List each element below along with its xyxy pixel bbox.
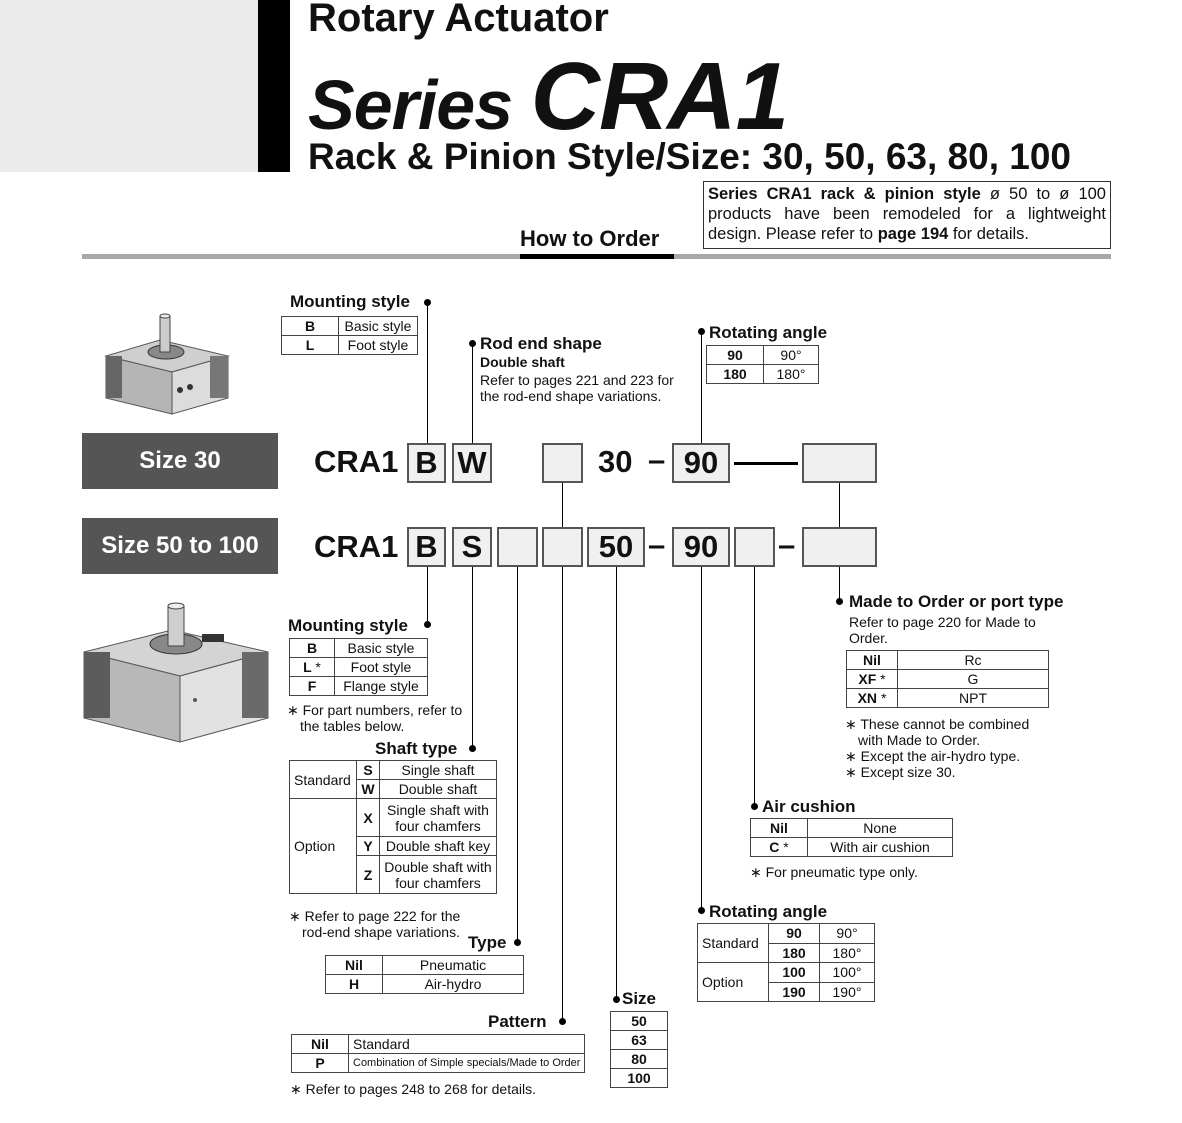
pattern-table — [291, 1034, 585, 1073]
mto-note2: with Made to Order. — [858, 732, 981, 748]
table-row — [707, 346, 819, 365]
asterisk: * — [880, 671, 886, 687]
mounting50-table — [289, 638, 428, 696]
mounting50-desc: Foot style — [335, 658, 428, 677]
mounting50-code — [290, 677, 335, 696]
angle50-standard: Standard — [698, 924, 769, 963]
rod-end-subtitle: Double shaft — [480, 354, 565, 370]
mto-title: Made to Order or port type — [849, 592, 1064, 611]
title-line3: Rack & Pinion Style/Size: 30, 50, 63, 80, 100 — [308, 136, 1071, 177]
angle50-code: 180 — [769, 943, 820, 963]
type-code: Nil — [326, 956, 383, 975]
shaft-note1: ∗ Refer to page 222 for the — [289, 908, 461, 924]
shaft-desc: Double shaft — [380, 780, 497, 799]
header-black-bar — [258, 0, 290, 172]
mto-code — [847, 651, 898, 670]
mto-sub2: Order. — [849, 630, 888, 646]
connector-mto — [839, 567, 840, 602]
type-code: H — [326, 975, 383, 994]
mto-table — [846, 650, 1049, 708]
notice-text1: ø 50 to ø 100 products have been remodeled for a lightweight design. Please refer to — [708, 185, 1106, 243]
shaft-desc-line: four chamfers — [395, 874, 481, 891]
dot-mount50 — [424, 621, 431, 628]
table-row — [282, 336, 418, 355]
size30-angle-box: 90 — [672, 443, 730, 483]
angle50-option: Option — [698, 963, 769, 1002]
cushion-desc: With air cushion — [808, 838, 953, 857]
shaft-note2: rod-end shape variations. — [302, 924, 460, 940]
table-row — [290, 761, 497, 780]
dot-mount30 — [424, 299, 431, 306]
size-value: 63 — [611, 1031, 668, 1050]
asterisk: * — [783, 839, 789, 855]
size-value: 80 — [611, 1050, 668, 1069]
mto-note1: ∗ These cannot be combined — [845, 716, 1030, 732]
table-row — [290, 658, 428, 677]
mto-sub1: Refer to page 220 for Made to — [849, 614, 1036, 630]
table-row — [751, 838, 953, 857]
table-row — [847, 689, 1049, 708]
size30-mto-box — [802, 443, 877, 483]
pattern-note: ∗ Refer to pages 248 to 268 for details. — [290, 1081, 536, 1097]
asterisk: * — [315, 659, 321, 675]
rod-end-note1: Refer to pages 221 and 223 for — [480, 372, 674, 388]
mto-note3: ∗ Except the air-hydro type. — [845, 748, 1021, 764]
table-row — [847, 651, 1049, 670]
table-row — [326, 975, 524, 994]
dot-mto — [836, 598, 843, 605]
size50-dash1: – — [648, 527, 666, 562]
size30-mount-box: B — [407, 443, 446, 483]
angle50-desc: 180° — [820, 943, 875, 963]
type-desc: Pneumatic — [383, 956, 524, 975]
shaft-standard: Standard — [290, 761, 357, 799]
connector-angle50 — [701, 567, 702, 911]
shaft-code: Y — [357, 837, 380, 856]
size30-connector-line — [734, 462, 798, 465]
actuator-size30-image — [100, 312, 232, 416]
dot-size — [613, 996, 620, 1003]
table-row — [292, 1035, 585, 1054]
mounting30-code: L — [282, 336, 339, 355]
air-cushion-title: Air cushion — [762, 797, 856, 816]
shaft-desc-line: Double shaft with — [384, 858, 492, 875]
shaft-desc-line: Single shaft with — [387, 801, 489, 818]
size50-size-box: 50 — [587, 527, 645, 567]
size50-angle-box: 90 — [672, 527, 730, 567]
size50-cushion-box — [734, 527, 775, 567]
mounting50-note1: ∗ For part numbers, refer to — [287, 702, 463, 718]
connector-mount30 — [427, 303, 428, 443]
cushion-code — [751, 838, 808, 857]
size-table — [610, 1011, 668, 1088]
size-title: Size — [622, 989, 657, 1008]
code-text: Nil — [863, 652, 881, 668]
section-title: How to Order — [520, 226, 660, 251]
header-gray-panel — [0, 0, 258, 172]
shaft-code: W — [357, 780, 380, 799]
code-text: XN — [857, 690, 878, 706]
table-row — [290, 677, 428, 696]
shaft-desc: Double shaft key — [380, 837, 497, 856]
table-row — [698, 924, 875, 944]
mounting30-desc: Basic style — [339, 317, 418, 336]
mto-code — [847, 689, 898, 708]
shaft-code: S — [357, 761, 380, 780]
table-row — [611, 1050, 668, 1069]
size30-pattern-box — [542, 443, 583, 483]
angle30-desc: 90° — [764, 346, 819, 365]
angle50-desc: 190° — [820, 982, 875, 1002]
code-text: F — [307, 678, 317, 694]
shaft-option: Option — [290, 799, 357, 894]
table-row — [282, 317, 418, 336]
shaft-desc — [380, 856, 497, 894]
mounting30-title: Mounting style — [290, 292, 410, 311]
dot-angle30 — [698, 328, 705, 335]
angle50-code: 100 — [769, 963, 820, 983]
title-line1: Rotary Actuator — [308, 0, 609, 40]
mounting30-table — [281, 316, 418, 355]
dot-pattern — [559, 1018, 566, 1025]
actuator-size50-image — [80, 600, 272, 745]
connector-shaft — [472, 567, 473, 748]
angle30-desc: 180° — [764, 365, 819, 384]
size-value: 50 — [611, 1012, 668, 1031]
connector-size — [616, 567, 617, 999]
table-row — [611, 1031, 668, 1050]
dot-angle50 — [698, 907, 705, 914]
size30-label: Size 30 — [82, 433, 278, 489]
size50-dash2: – — [778, 527, 796, 562]
size30-size: 30 — [598, 444, 633, 479]
connector-mount50 — [427, 567, 428, 625]
angle50-title: Rotating angle — [709, 902, 828, 921]
size50-prefix: CRA1 — [314, 529, 399, 564]
mto-desc: NPT — [898, 689, 1049, 708]
shaft-type-title: Shaft type — [375, 739, 458, 758]
size50-mto-box — [802, 527, 877, 567]
shaft-desc — [380, 799, 497, 837]
notice-text2: for details. — [948, 225, 1030, 243]
shaft-desc: Single shaft — [380, 761, 497, 780]
cushion-code — [751, 819, 808, 838]
connector-cushion — [754, 567, 755, 807]
table-row — [707, 365, 819, 384]
angle50-code: 90 — [769, 924, 820, 944]
table-row — [698, 963, 875, 983]
mounting30-desc: Foot style — [339, 336, 418, 355]
dot-cushion — [751, 803, 758, 810]
shaft-type-table — [289, 760, 497, 894]
size-value: 100 — [611, 1069, 668, 1088]
dot-shaft — [469, 745, 476, 752]
mounting50-desc: Basic style — [335, 639, 428, 658]
angle50-desc: 100° — [820, 963, 875, 983]
asterisk: * — [880, 690, 887, 706]
table-row — [290, 639, 428, 658]
pattern-desc: Standard — [349, 1035, 585, 1054]
angle50-code: 190 — [769, 982, 820, 1002]
table-row — [751, 819, 953, 838]
pattern-code: Nil — [292, 1035, 349, 1054]
table-row — [611, 1069, 668, 1088]
type-title: Type — [468, 933, 507, 952]
table-row — [292, 1054, 585, 1073]
code-text: C — [769, 839, 780, 855]
mto-desc: Rc — [898, 651, 1049, 670]
mounting30-code: B — [282, 317, 339, 336]
angle50-table — [697, 923, 875, 1002]
connector-angle30 — [701, 334, 702, 443]
pattern-desc: Combination of Simple specials/Made to Order — [349, 1054, 585, 1073]
code-text: Nil — [770, 820, 788, 836]
size30-shaft-box: W — [452, 443, 492, 483]
connector-pattern-30-50 — [562, 483, 563, 527]
table-row — [611, 1012, 668, 1031]
dot-rod30 — [469, 340, 476, 347]
title-model: CRA1 — [530, 43, 788, 150]
dot-type — [514, 939, 521, 946]
code-text: L — [303, 659, 312, 675]
code-text: XF — [858, 671, 877, 687]
table-row — [326, 956, 524, 975]
mounting50-title: Mounting style — [288, 616, 408, 635]
mounting50-desc: Flange style — [335, 677, 428, 696]
size30-prefix: CRA1 — [314, 444, 399, 479]
angle30-code: 90 — [707, 346, 764, 365]
connector-mto-30-50 — [839, 483, 840, 527]
mounting50-code — [290, 658, 335, 677]
angle30-table — [706, 345, 819, 384]
size50-type-box — [497, 527, 538, 567]
connector-rod30 — [472, 344, 473, 443]
air-cushion-table — [750, 818, 953, 857]
code-text: B — [306, 640, 318, 656]
pattern-title: Pattern — [488, 1012, 547, 1031]
notice-bold1: Series CRA1 rack & pinion style — [708, 185, 981, 203]
angle30-title: Rotating angle — [709, 323, 828, 342]
connector-type — [517, 567, 518, 943]
shaft-code: Z — [357, 856, 380, 894]
title-series-word: Series — [308, 66, 531, 144]
mto-code — [847, 670, 898, 689]
type-table — [325, 955, 524, 994]
air-cushion-note: ∗ For pneumatic type only. — [750, 864, 918, 880]
notice-bold2: page 194 — [877, 225, 949, 243]
size50-pattern-box — [542, 527, 583, 567]
table-row — [290, 799, 497, 837]
size50-shaft-box: S — [452, 527, 492, 567]
rod-end-note2: the rod-end shape variations. — [480, 388, 662, 404]
mounting50-note2: the tables below. — [300, 718, 405, 734]
connector-pattern — [562, 567, 563, 1022]
size50-mount-box: B — [407, 527, 446, 567]
section-rule-accent — [520, 254, 674, 259]
angle30-code: 180 — [707, 365, 764, 384]
table-row — [847, 670, 1049, 689]
rod-end-title: Rod end shape — [480, 334, 602, 353]
size50-label: Size 50 to 100 — [82, 518, 278, 574]
cushion-desc: None — [808, 819, 953, 838]
mounting50-code — [290, 639, 335, 658]
mto-note4: ∗ Except size 30. — [845, 764, 956, 780]
size30-dash: – — [648, 442, 666, 477]
type-desc: Air-hydro — [383, 975, 524, 994]
mto-desc: G — [898, 670, 1049, 689]
shaft-desc-line: four chamfers — [395, 817, 481, 834]
angle50-desc: 90° — [820, 924, 875, 944]
shaft-code: X — [357, 799, 380, 837]
pattern-code: P — [292, 1054, 349, 1073]
remodel-notice — [703, 181, 1111, 249]
